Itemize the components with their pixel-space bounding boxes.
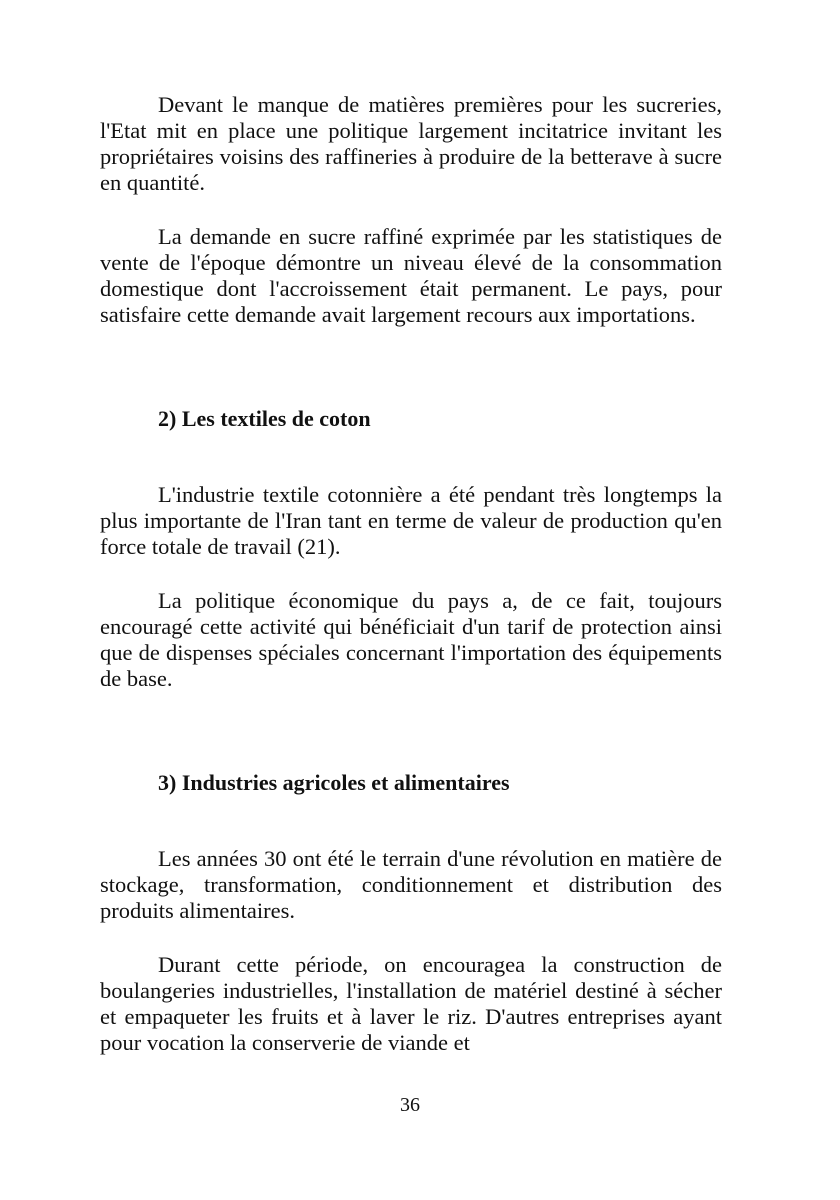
spacer (100, 924, 722, 952)
page-body (100, 92, 722, 1056)
paragraph-food-revolution: Les années 30 ont été le terrain d'une révolution en matière de stockage, transformation, conditionnement et distribution des produits alimentaires. (100, 846, 722, 923)
spacer (100, 196, 722, 224)
spacer (100, 796, 722, 846)
spacer (100, 560, 722, 588)
spacer (100, 692, 722, 770)
paragraph-sugar-policy: Devant le manque de matières premières pour les sucreries, l'Etat mit en place une politique largement incitatrice invitant les propriétaires voisins des raffineries à produire de la betterave à sucre en quantité. (100, 92, 722, 195)
page-number: 36 (400, 1094, 420, 1116)
paragraph-sugar-demand: La demande en sucre raffiné exprimée par les statistiques de vente de l'époque démontre un niveau élevé de la consommation domestique dont l'accroissement était permanent. Le pays, pour satisfaire cette demande avait largement recours aux importations. (100, 224, 722, 327)
paragraph-textile-industry: L'industrie textile cotonnière a été pendant très longtemps la plus importante de l'Iran tant en terme de valeur de production qu'en force totale de travail (21). (100, 482, 722, 559)
spacer (100, 328, 722, 406)
heading-agri-food: 3) Industries agricoles et alimentaires (158, 770, 510, 795)
paragraph-textile-policy: La politique économique du pays a, de ce fait, toujours encouragé cette activité qui bénéficiait d'un tarif de protection ainsi que de dispenses spéciales concernant l'importation des équipements de base. (100, 588, 722, 691)
paragraph-food-period: Durant cette période, on encouragea la construction de boulangeries industrielles, l'installation de matériel destiné à sécher et empaqueter les fruits et à laver le riz. D'autres entreprises ayant pour vocation la conserverie de viande et (100, 952, 722, 1055)
heading-textiles: 2) Les textiles de coton (158, 406, 371, 431)
spacer (100, 432, 722, 482)
